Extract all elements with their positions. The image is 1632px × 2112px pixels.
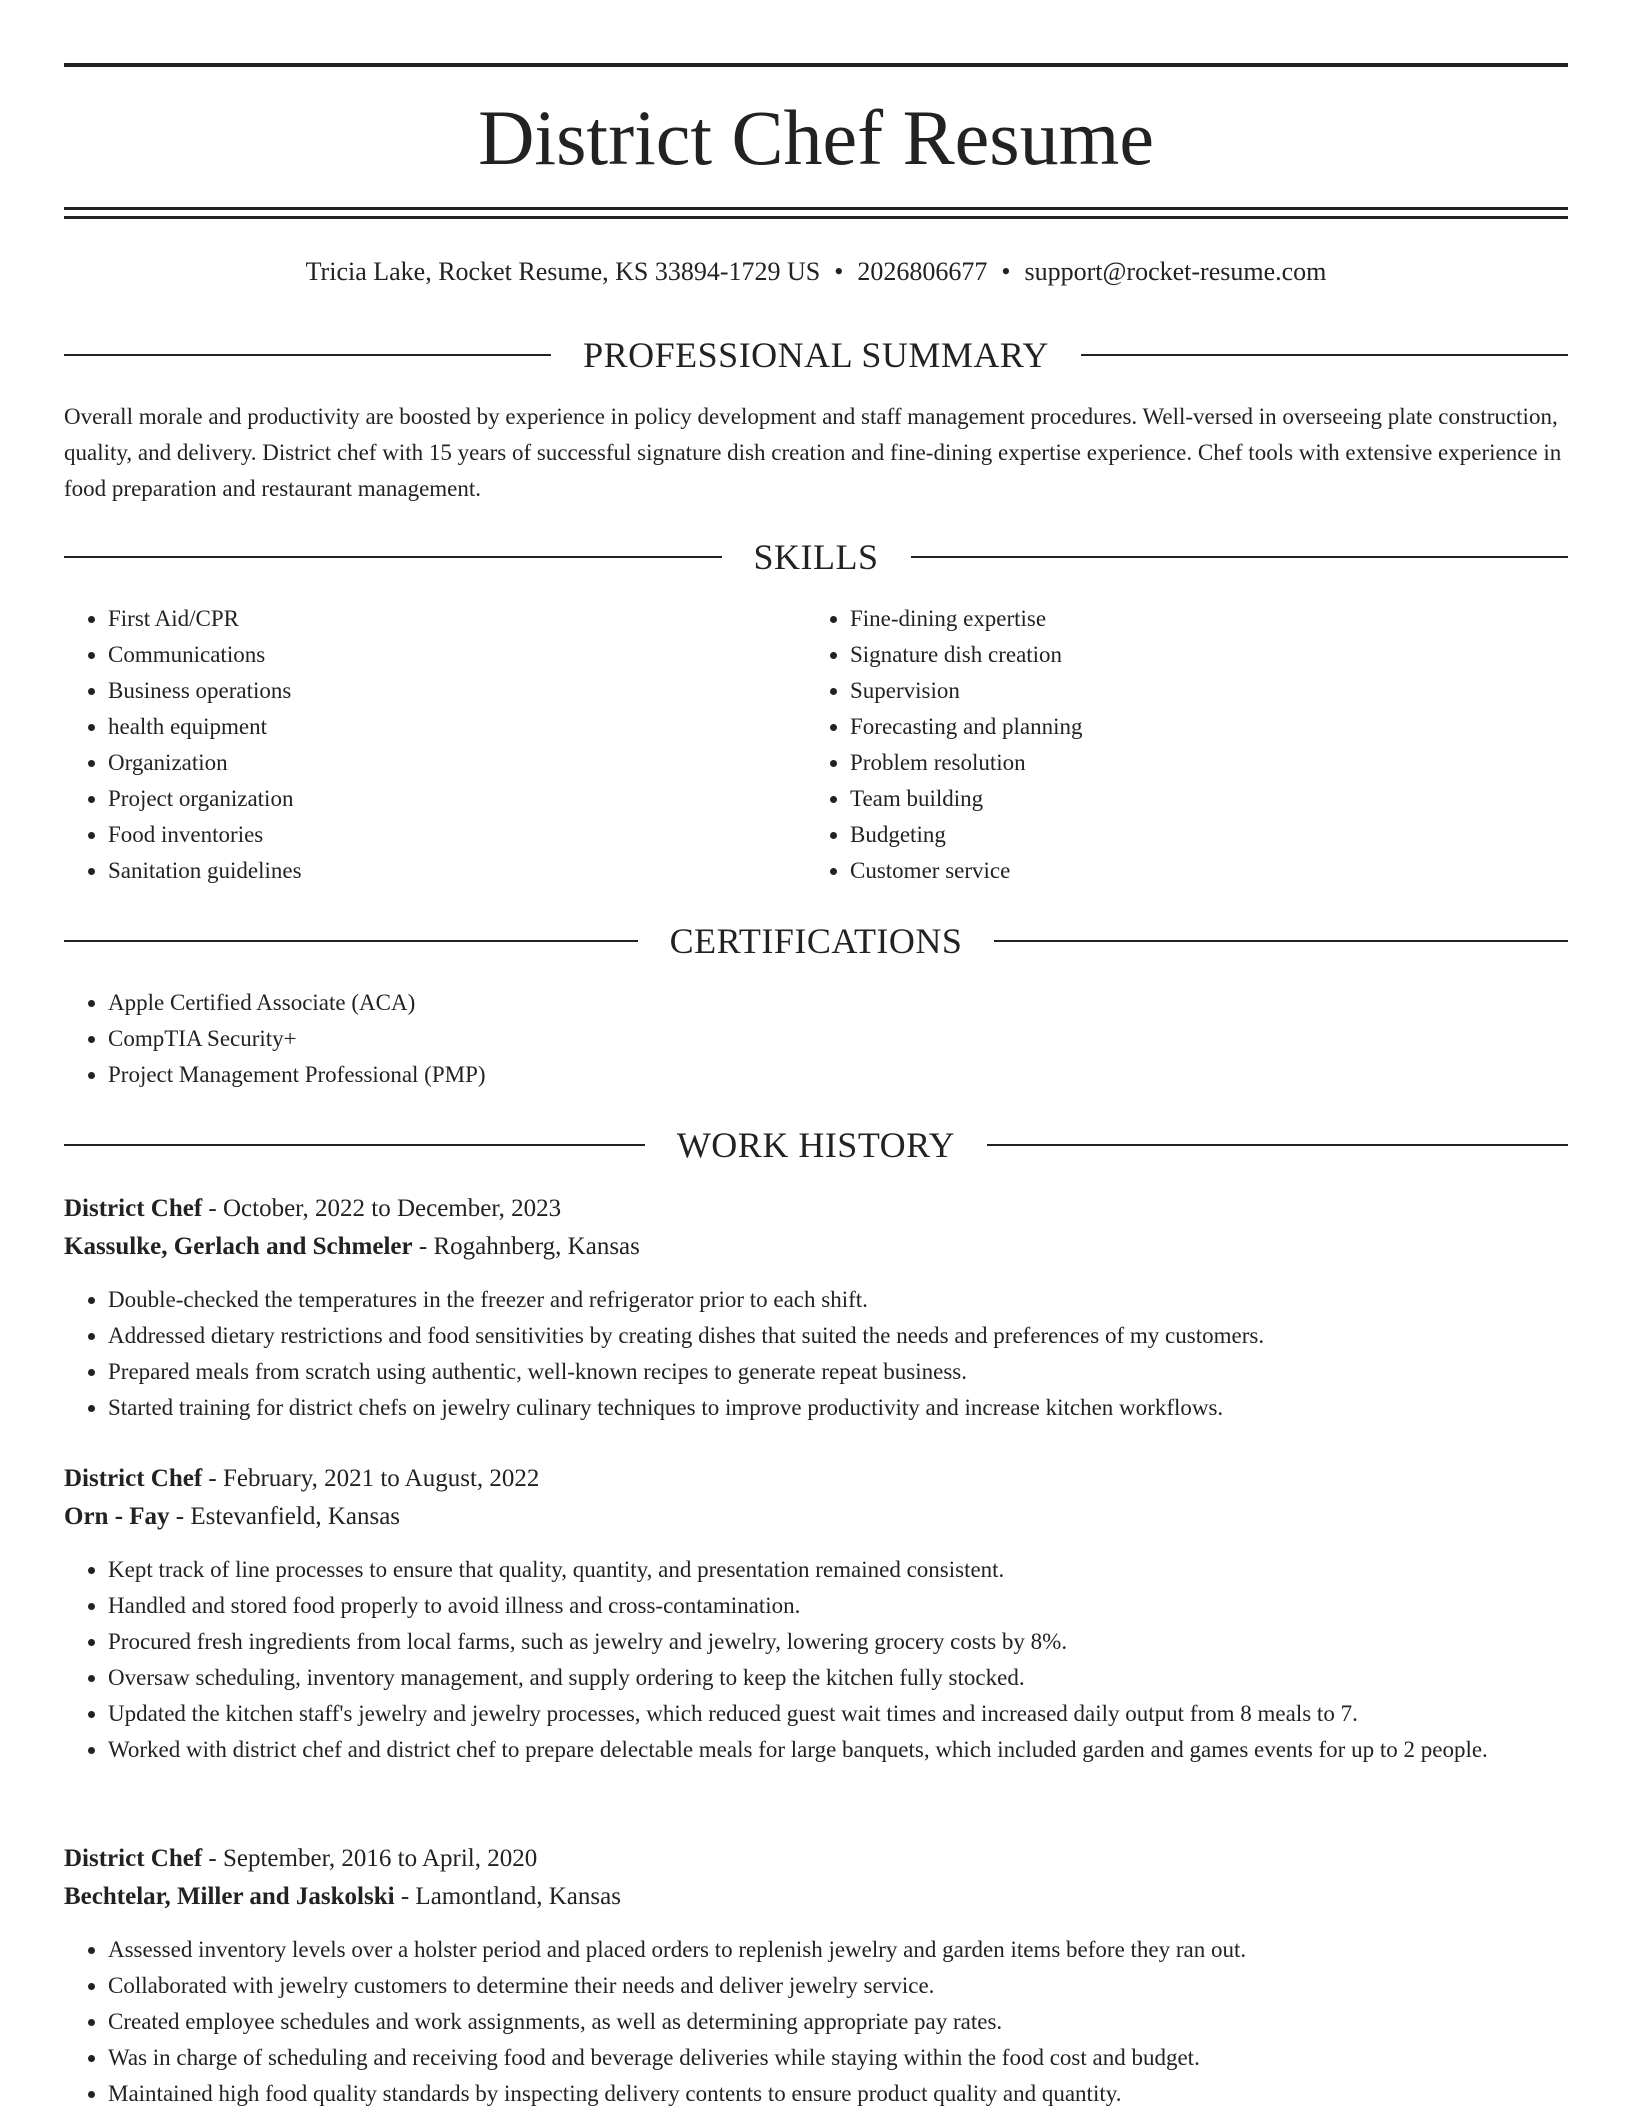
job-bullet: • Procured fresh ingredients from local farms, such as jewelry and jewelry, lowering grocery costs by 8%. [108,1624,1568,1660]
certifications [64,985,1568,1093]
job-bullet: • Was in charge of scheduling and receiving food and beverage deliveries while staying within the food cost and budget. [108,2040,1568,2076]
job-role: District Chef [64,1465,203,1492]
skills-list [64,601,784,889]
skill-item: • Project organization [108,781,784,817]
job-bullets [64,1552,1568,1768]
skills-column-left [64,601,784,889]
job-dates: February, 2021 to August, 2022 [222,1465,540,1492]
job-role-line: District Chef - February, 2021 to August, 2022 [64,1465,540,1492]
skills-list [806,601,1526,889]
job-bullet: • Addressed dietary restrictions and food sensitivities by creating dishes that suited the needs and preferences of my customers. [108,1318,1568,1354]
section-title: CERTIFICATIONS [669,921,963,961]
skills-column-right [806,601,1526,889]
job-role: District Chef [64,1195,203,1222]
heading-rule [987,1144,1568,1146]
job-dates: October, 2022 to December, 2023 [222,1195,562,1222]
section-heading-work-history [64,1123,1568,1167]
section-title: WORK HISTORY [676,1125,956,1165]
job-company-line: Kassulke, Gerlach and Schmeler - Rogahnberg, Kansas [64,1233,640,1260]
contact-separator: • [1001,257,1011,286]
job-dates: September, 2016 to April, 2020 [222,1845,538,1872]
heading-rule [64,1144,645,1146]
contact-line [64,252,1568,292]
skill-item: • Problem resolution [850,745,1526,781]
section-heading-skills [64,535,1568,579]
job-bullet: • Oversaw scheduling, inventory management, and supply ordering to keep the kitchen fully stocked. [108,1660,1568,1696]
summary-text: Overall morale and productivity are boosted by experience in policy development and staff management procedures. Well-versed in overseeing plate construction, quality, and delivery. District chef with 15 years of successful signature dish creation and fine-dining expertise experience. Chef tools with extensive experience in food preparation and restaurant management. [64,404,1562,501]
job-location: Estevanfield, Kansas [190,1503,401,1530]
job-location: Lamontland, Kansas [415,1883,621,1910]
heading-rule [64,940,638,942]
resume-title: District Chef Resume [478,94,1154,181]
skill-item: • Budgeting [850,817,1526,853]
job-bullet: • Assessed inventory levels over a holster period and placed orders to replenish jewelry and garden items before they ran out. [108,1932,1568,1968]
job-bullet: • Prepared meals from scratch using authentic, well-known recipes to generate repeat business. [108,1354,1568,1390]
skill-item: • Signature dish creation [850,637,1526,673]
certifications-list [64,985,1568,1093]
contact-address: Tricia Lake, Rocket Resume, KS 33894-1729 US [305,257,821,286]
skill-item: • Food inventories [108,817,784,853]
job-company-line: Orn - Fay - Estevanfield, Kansas [64,1503,401,1530]
job-role-line: District Chef - October, 2022 to December, 2023 [64,1195,562,1222]
heading-rule [994,940,1568,942]
certification-item: • Apple Certified Associate (ACA) [108,985,1568,1021]
contact-email: support@rocket-resume.com [1024,257,1327,286]
heading-rule [64,354,551,356]
job-bullet: • Created employee schedules and work assignments, as well as determining appropriate pay rates. [108,2004,1568,2040]
job-entry [64,1840,1568,2112]
heading-rule [911,556,1569,558]
skill-item: • Customer service [850,853,1526,889]
skill-item: • health equipment [108,709,784,745]
job-bullet: • Handled and stored food properly to avoid illness and cross-contamination. [108,1588,1568,1624]
skill-item: • Team building [850,781,1526,817]
section-heading-summary [64,333,1568,377]
job-role-line: District Chef - September, 2016 to April, 2020 [64,1845,538,1872]
certification-item: • Project Management Professional (PMP) [108,1057,1568,1093]
job-bullet: • Kept track of line processes to ensure that quality, quantity, and presentation remained consistent. [108,1552,1568,1588]
job-company: Bechtelar, Miller and Jaskolski [64,1883,395,1910]
job-entry [64,1190,1568,1426]
heading-rule [64,556,722,558]
section-title: PROFESSIONAL SUMMARY [583,335,1049,375]
skill-item: • First Aid/CPR [108,601,784,637]
job-location: Rogahnberg, Kansas [433,1233,640,1260]
job-bullet: • Worked with district chef and district chef to prepare delectable meals for large banquets, which included garden and games events for up to 2 people. [108,1732,1568,1768]
job-bullet: • Started training for district chefs on jewelry culinary techniques to improve productivity and increase kitchen workflows. [108,1390,1568,1426]
section-title: SKILLS [753,537,879,577]
job-bullet: • Double-checked the temperatures in the freezer and refrigerator prior to each shift. [108,1282,1568,1318]
skill-item: • Sanitation guidelines [108,853,784,889]
contact-separator: • [834,257,844,286]
job-bullet: • Collaborated with jewelry customers to determine their needs and deliver jewelry service. [108,1968,1568,2004]
top-rule [64,63,1568,67]
section-heading-certifications [64,919,1568,963]
job-company: Kassulke, Gerlach and Schmeler [64,1233,413,1260]
job-bullets [64,1932,1568,2112]
skill-item: • Organization [108,745,784,781]
skill-item: • Fine-dining expertise [850,601,1526,637]
job-company-line: Bechtelar, Miller and Jaskolski - Lamontland, Kansas [64,1883,621,1910]
heading-rule [1081,354,1568,356]
job-company: Orn - Fay [64,1503,170,1530]
job-bullet: • Maintained high food quality standards by inspecting delivery contents to ensure product quality and quantity. [108,2076,1568,2112]
job-bullets [64,1282,1568,1426]
skill-item: • Forecasting and planning [850,709,1526,745]
contact-phone: 2026806677 [857,257,988,286]
skill-item: • Communications [108,637,784,673]
title-double-rule [64,207,1568,219]
skill-item: • Business operations [108,673,784,709]
job-role: District Chef [64,1845,203,1872]
job-bullet: • Updated the kitchen staff's jewelry and jewelry processes, which reduced guest wait times and increased daily output from 8 meals to 7. [108,1696,1568,1732]
job-entry [64,1460,1568,1768]
certification-item: • CompTIA Security+ [108,1021,1568,1057]
skill-item: • Supervision [850,673,1526,709]
